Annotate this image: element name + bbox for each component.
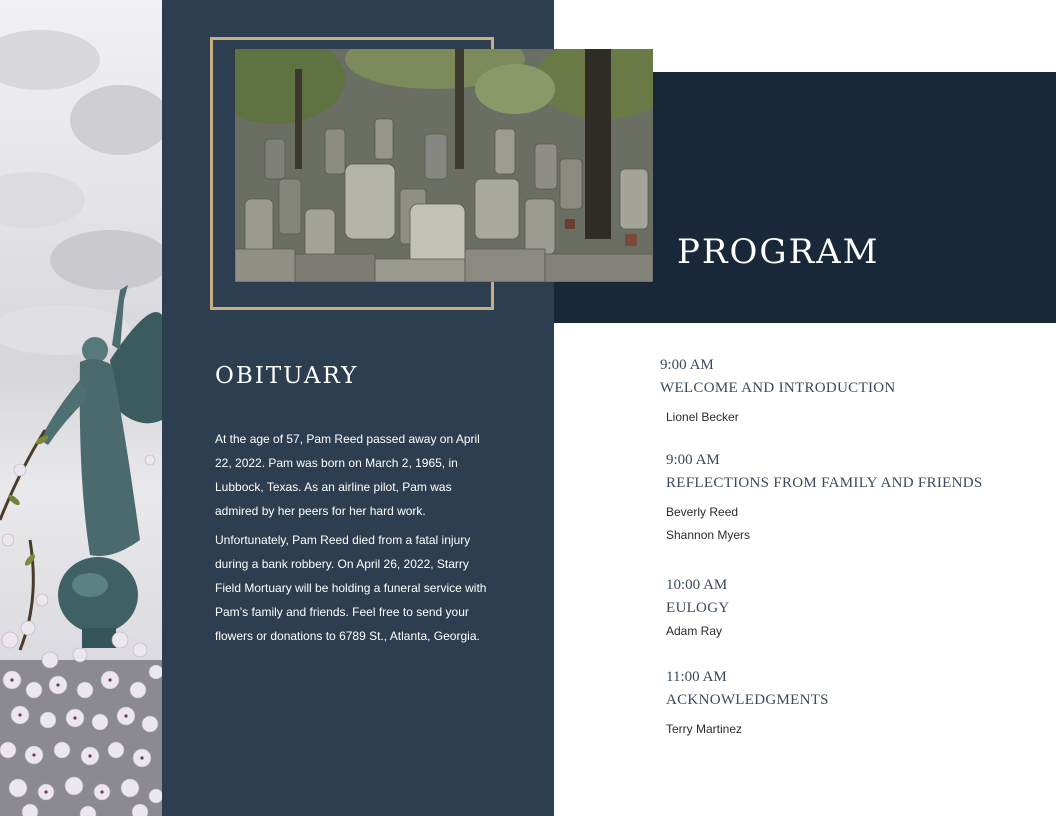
program-person: Lionel Becker	[666, 410, 739, 424]
program-person: Terry Martinez	[666, 722, 743, 736]
program-time: 11:00 AM	[666, 669, 727, 685]
obituary-body	[215, 427, 487, 648]
angel-statue-photo	[0, 0, 162, 816]
program-person: Shannon Myers	[666, 528, 751, 542]
program-person: Adam Ray	[666, 624, 723, 638]
program-title: PROGRAM	[677, 232, 880, 272]
program-event: ACKNOWLEDGMENTS	[666, 692, 829, 708]
program-event: EULOGY	[666, 600, 730, 616]
program-event: WELCOME AND INTRODUCTION	[660, 380, 896, 396]
obituary-paragraph: At the age of 57, Pam Reed passed away on April 22, 2022. Pam was born on March 2, 1965, in Lubbock, Texas. As an airline pilot, Pam was admired by her peers for her hard work.	[215, 432, 480, 518]
program-time: 10:00 AM	[666, 577, 728, 593]
program-time: 9:00 AM	[660, 357, 714, 373]
program-person: Beverly Reed	[666, 505, 739, 519]
program-event: REFLECTIONS FROM FAMILY AND FRIENDS	[666, 475, 983, 491]
cemetery-photo	[235, 49, 653, 282]
obituary-paragraph: Unfortunately, Pam Reed died from a fatal injury during a bank robbery. On April 26, 2022, Starry Field Mortuary will be holding a funeral service with Pam’s family and friends. Feel free to send your flowers or donations to 6789 St., Atlanta, Georgia.	[215, 533, 487, 643]
obituary-heading: OBITUARY	[215, 363, 359, 389]
program-time: 9:00 AM	[666, 452, 720, 468]
